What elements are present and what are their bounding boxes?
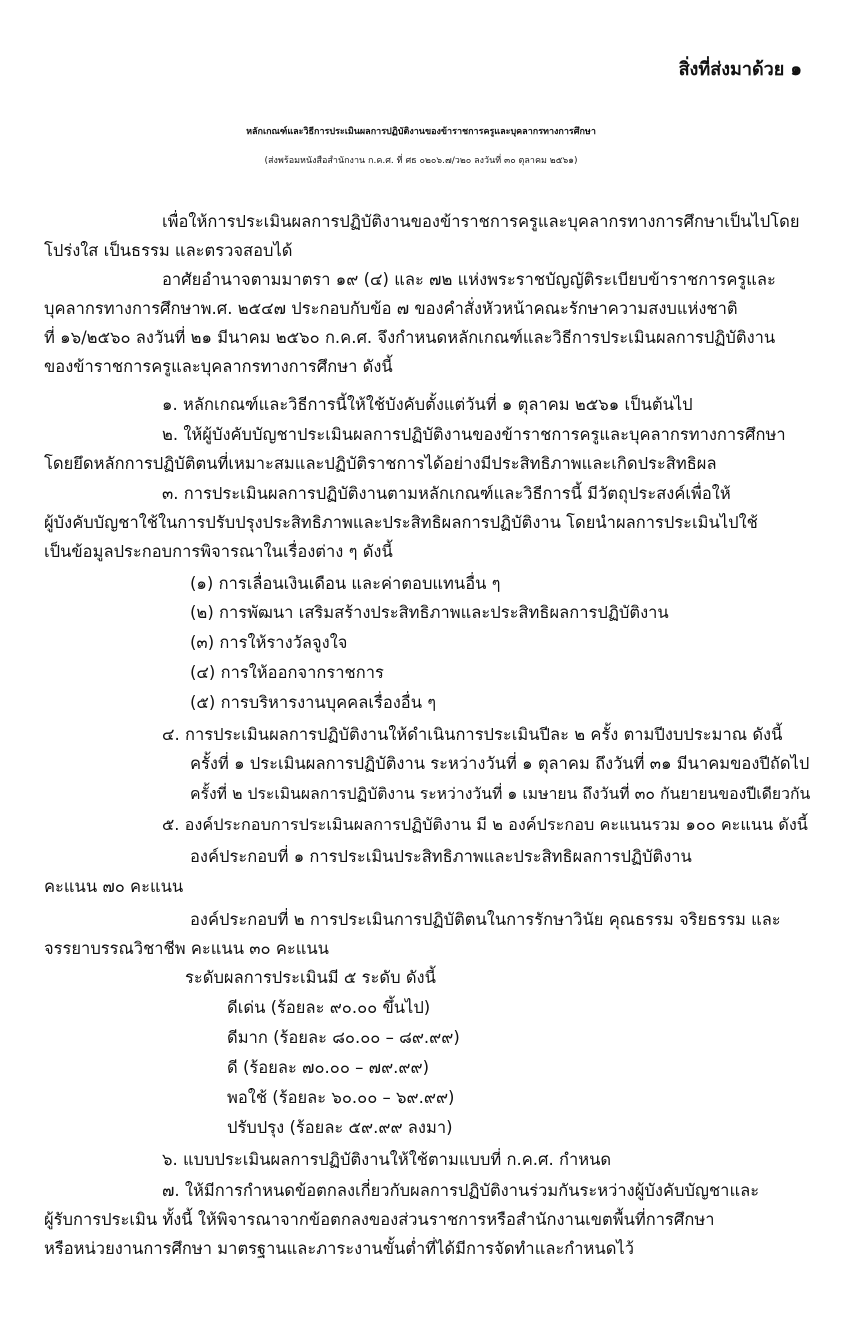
rating-level: ดีเด่น (ร้อยละ ๙๐.๐๐ ขึ้นไป) [227,998,431,1017]
document-subtitle: (ส่งพร้อมหนังสือสำนักงาน ก.ค.ศ. ที่ ศธ ๐๒๐๖.๗/ว๒๐ ลงวันที่ ๓๐ ตุลาคม ๒๕๖๑) [264,156,578,166]
paragraph-line: ผู้บังคับบัญชาใช้ในการปรับปรุงประสิทธิภาพและประสิทธิผลการปฏิบัติงาน โดยนำผลการประเมินไปใช้ [44,513,758,532]
paragraph-line: เพื่อให้การประเมินผลการปฏิบัติงานของข้าราชการครูและบุคลากรทางการศึกษาเป็นไปโดย [162,212,800,231]
paragraph-line: ๑. หลักเกณฑ์และวิธีการนี้ให้ใช้บังคับตั้งแต่วันที่ ๑ ตุลาคม ๒๕๖๑ เป็นต้นไป [162,395,693,414]
list-item: (๕) การบริหารงานบุคคลเรื่องอื่น ๆ [190,693,437,712]
paragraph-line: ๗. ให้มีการกำหนดข้อตกลงเกี่ยวกับผลการปฏิบัติงานร่วมกันระหว่างผู้บังคับบัญชาและ [162,1181,760,1200]
paragraph-line: เป็นข้อมูลประกอบการพิจารณาในเรื่องต่าง ๆ ดังนี้ [44,542,393,561]
paragraph-line: ๕. องค์ประกอบการประเมินผลการปฏิบัติงาน มี ๒ องค์ประกอบ คะแนนรวม ๑๐๐ คะแนน ดังนี้ [162,815,808,834]
list-item: (๑) การเลื่อนเงินเดือน และค่าตอบแทนอื่น ๆ [190,574,501,593]
paragraph-line: โดยยึดหลักการปฏิบัติตนที่เหมาะสมและปฏิบัติราชการได้อย่างมีประสิทธิภาพและเกิดประสิทธิผล [44,454,717,473]
paragraph-line: หรือหน่วยงานการศึกษา มาตรฐานและภาระงานขั้นต่ำที่ได้มีการจัดทำและกำหนดไว้ [44,1239,634,1258]
attachment-label: สิ่งที่ส่งมาด้วย ๑ [678,59,802,80]
rating-level: ปรับปรุง (ร้อยละ ๕๙.๙๙ ลงมา) [227,1118,453,1137]
paragraph-line: ระดับผลการประเมินมี ๕ ระดับ ดังนี้ [185,968,436,987]
paragraph-line: ๒. ให้ผู้บังคับบัญชาประเมินผลการปฏิบัติงานของข้าราชการครูและบุคลากรทางการศึกษา [162,425,786,444]
paragraph-line: ๔. การประเมินผลการปฏิบัติงานให้ดำเนินการประเมินปีละ ๒ ครั้ง ตามปีงบประมาณ ดังนี้ [162,725,783,744]
rating-level: ดี (ร้อยละ ๗๐.๐๐ – ๗๙.๙๙) [227,1058,430,1077]
paragraph-line: บุคลากรทางการศึกษาพ.ศ. ๒๕๔๗ ประกอบกับข้อ ๗ ของคำสั่งหัวหน้าคณะรักษาความสงบแห่งชาติ [44,299,738,318]
paragraph-line: คะแนน ๗๐ คะแนน [44,877,184,896]
paragraph-line: องค์ประกอบที่ ๑ การประเมินประสิทธิภาพและประสิทธิผลการปฏิบัติงาน [190,847,692,866]
list-item: (๒) การพัฒนา เสริมสร้างประสิทธิภาพและประสิทธิผลการปฏิบัติงาน [190,603,669,622]
paragraph-line: โปร่งใส เป็นธรรม และตรวจสอบได้ [44,241,293,260]
paragraph-line: ของข้าราชการครูและบุคลากรทางการศึกษา ดังนี้ [44,357,393,376]
list-item: (๔) การให้ออกจากราชการ [190,663,384,682]
paragraph-line: ผู้รับการประเมิน ทั้งนี้ ให้พิจารณาจากข้อตกลงของส่วนราชการหรือสำนักงานเขตพื้นที่การศึกษา [44,1210,715,1229]
rating-level: พอใช้ (ร้อยละ ๖๐.๐๐ – ๖๙.๙๙) [227,1088,455,1107]
paragraph-line: ครั้งที่ ๑ ประเมินผลการปฏิบัติงาน ระหว่างวันที่ ๑ ตุลาคม ถึงวันที่ ๓๑ มีนาคมของปีถัดไป [190,754,810,773]
paragraph-line: องค์ประกอบที่ ๒ การประเมินการปฏิบัติตนในการรักษาวินัย คุณธรรม จริยธรรม และ [190,910,781,929]
paragraph-line: ที่ ๑๖/๒๕๖๐ ลงวันที่ ๒๑ มีนาคม ๒๕๖๐ ก.ค.ศ. จึงกำหนดหลักเกณฑ์และวิธีการประเมินผลการปฏิบัติงาน [44,328,776,347]
paragraph-line: ครั้งที่ ๒ ประเมินผลการปฏิบัติงาน ระหว่างวันที่ ๑ เมษายน ถึงวันที่ ๓๐ กันยายนของปีเดียวกัน [190,784,811,803]
rating-level: ดีมาก (ร้อยละ ๘๐.๐๐ – ๘๙.๙๙) [227,1028,460,1047]
paragraph-line: ๖. แบบประเมินผลการปฏิบัติงานให้ใช้ตามแบบที่ ก.ค.ศ. กำหนด [162,1150,612,1169]
document-title: หลักเกณฑ์และวิธีการประเมินผลการปฏิบัติงานของข้าราชการครูและบุคลากรทางการศึกษา [246,127,596,137]
list-item: (๓) การให้รางวัลจูงใจ [190,633,348,652]
paragraph-line: อาศัยอำนาจตามมาตรา ๑๙ (๔) และ ๗๒ แห่งพระราชบัญญัติระเบียบข้าราชการครูและ [162,270,776,289]
paragraph-line: จรรยาบรรณวิชาชีพ คะแนน ๓๐ คะแนน [44,939,329,958]
paragraph-line: ๓. การประเมินผลการปฏิบัติงานตามหลักเกณฑ์และวิธีการนี้ มีวัตถุประสงค์เพื่อให้ [162,484,731,503]
